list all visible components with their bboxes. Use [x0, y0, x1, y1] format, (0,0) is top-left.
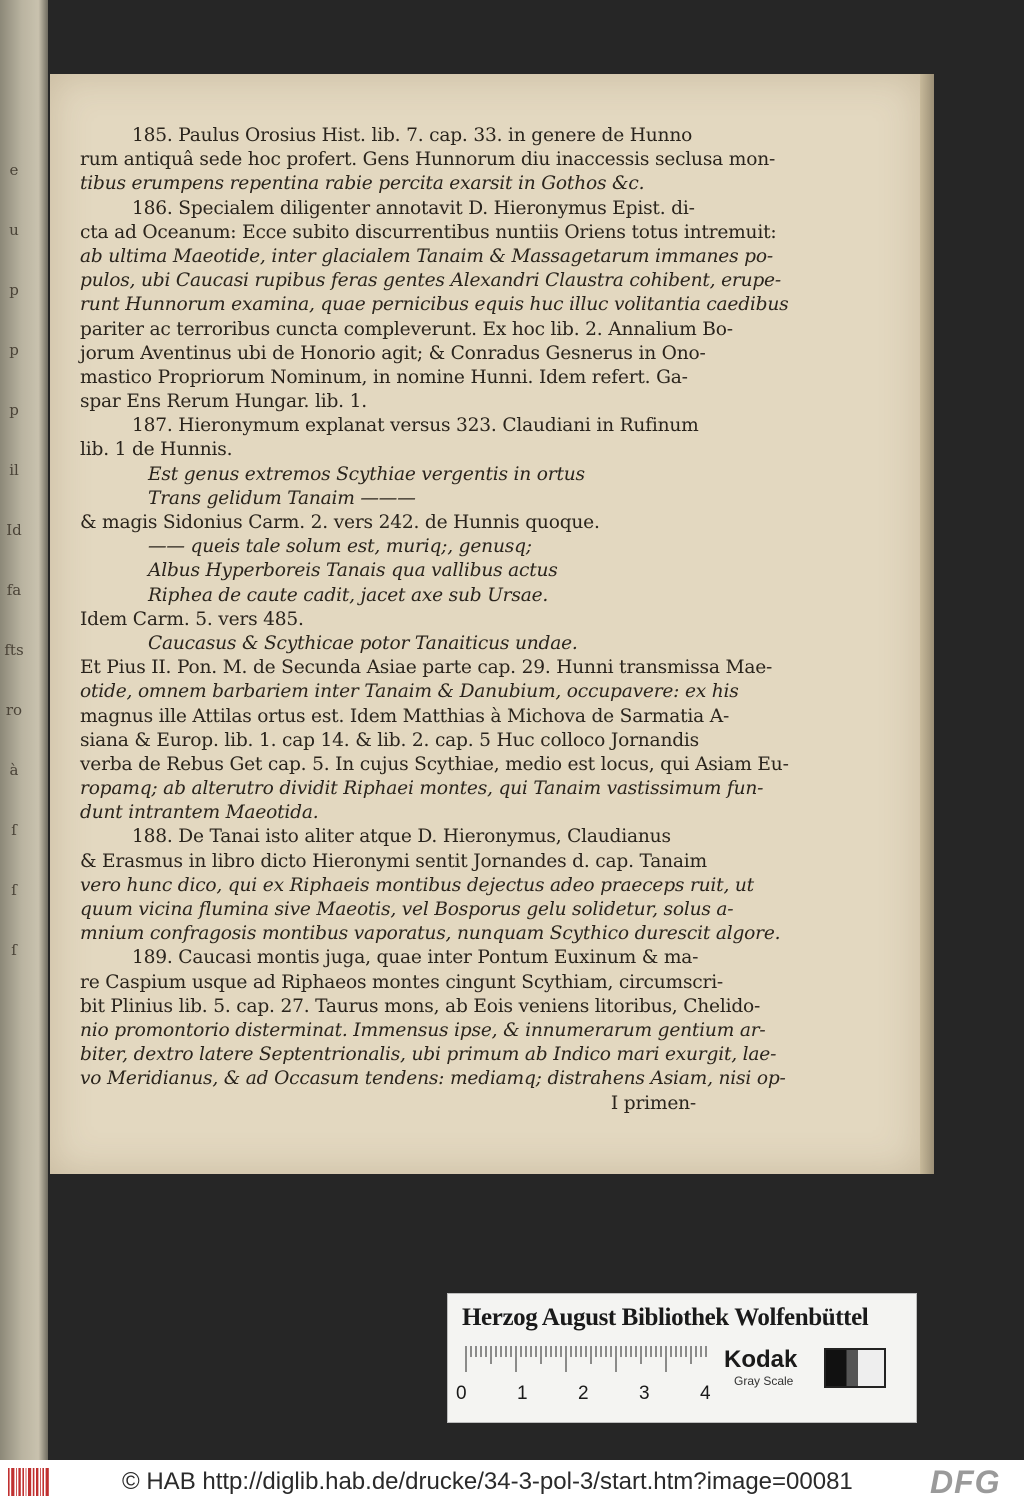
text-line: rum antiquâ sede hoc profert. Gens Hunnorum diu inaccessis seclusa mon- [80, 149, 776, 171]
text-line: biter, dextro latere Septentrionalis, ubi primum ab Indico mari exurgit, lae- [80, 1044, 777, 1066]
page-edge [920, 74, 934, 1174]
copyright-url[interactable]: © HAB http://diglib.hab.de/drucke/34-3-pol-3/start.htm?image=00081 [122, 1468, 853, 1495]
text-line: vero hunc dico, qui ex Riphaeis montibus dejectus adeo praeceps ruit, ut [80, 874, 754, 896]
spine-letter: p [9, 401, 19, 419]
ruler-number: 4 [700, 1383, 711, 1404]
text-line: jorum Aventinus ubi de Honorio agit; & Conradus Gesnerus in Ono- [80, 342, 706, 364]
text-line: & magis Sidonius Carm. 2. vers 242. de Hunnis quoque. [80, 512, 600, 533]
ruler-number: 2 [578, 1383, 589, 1404]
text-line: re Caspium usque ad Riphaeos montes cingunt Scythiam, circumscri- [80, 971, 724, 993]
spine-letter: e [9, 161, 19, 179]
text-line: vo Meridianus, & ad Occasum tendens: mediamq; distrahens Asiam, nisi op- [80, 1068, 786, 1090]
text-line: tibus erumpens repentina rabie percita exarsit in Gothos &c. [80, 173, 645, 195]
text-line: ropamq; ab alterutro dividit Riphaei montes, qui Tanaim vastissimum fun- [80, 778, 764, 800]
text-line: Trans gelidum Tanaim ——— [148, 487, 416, 509]
ruler-scale [462, 1346, 717, 1376]
text-line: bit Plinius lib. 5. cap. 27. Taurus mons, ab Eois veniens litoribus, Chelido- [80, 995, 761, 1017]
text-line: pulos, ubi Caucasi rupibus feras gentes Alexandri Claustra cohibent, erupe- [80, 270, 781, 292]
text-line: verba de Rebus Get cap. 5. In cujus Scythiae, medio est locus, qui Asiam Eu- [80, 753, 789, 775]
spine-letter: ſ [11, 941, 17, 959]
spine-letter: à [9, 761, 19, 779]
text-line: I primen- [610, 1092, 696, 1114]
facing-page-letters [0, 140, 28, 980]
spine-letter: ſ [11, 881, 17, 899]
text-line: —— queis tale solum est, muriq;, genusq; [148, 536, 532, 558]
color-calibration-card [447, 1293, 917, 1423]
kodak-logo: Kodak [724, 1346, 798, 1373]
text-line: dunt intrantem Maeotida. [80, 802, 319, 824]
text-line: 189. Caucasi montis juga, quae inter Pontum Euxinum & ma- [132, 947, 699, 969]
spine-letter: fa [6, 581, 22, 599]
hab-barcode-icon [6, 1466, 50, 1498]
text-line: Caucasus & Scythicae potor Tanaiticus undae. [148, 632, 578, 654]
text-line: Est genus extremos Scythiae vergentis in ortus [148, 463, 585, 485]
spine-letter: u [9, 221, 19, 239]
dfg-logo: DFG [930, 1464, 1001, 1500]
footer-bar [0, 1460, 1024, 1504]
ruler-number: 1 [517, 1383, 528, 1404]
spine-letter: Id [6, 521, 22, 539]
spine-letter: ſ [11, 821, 17, 839]
text-line: & Erasmus in libro dicto Hieronymi sentit Jornandes d. cap. Tanaim [80, 850, 707, 872]
text-line: mastico Propriorum Nominum, in nomine Hunni. Idem refert. Ga- [80, 366, 688, 388]
text-line: cta ad Oceanum: Ecce subito discurrentibus nuntiis Oriens totus intremuit: [80, 221, 777, 243]
text-line: 186. Specialem diligenter annotavit D. Hieronymus Epist. di- [132, 197, 695, 219]
text-line: pariter ac terroribus cuncta compleverunt. Ex hoc lib. 2. Annalium Bo- [80, 318, 733, 340]
gray-patch [824, 1348, 886, 1388]
text-line: nio promontorio disterminat. Immensus ipse, & innumerarum gentium ar- [80, 1019, 766, 1041]
spine-letter: fts [4, 641, 24, 659]
text-line: spar Ens Rerum Hungar. lib. 1. [80, 391, 367, 413]
text-line: 185. Paulus Orosius Hist. lib. 7. cap. 33. in genere de Hunno [132, 125, 693, 146]
text-line: Et Pius II. Pon. M. de Secunda Asiae parte cap. 29. Hunni transmissa Mae- [80, 657, 773, 679]
page-text [80, 124, 789, 1116]
facing-page-spine [0, 0, 48, 1460]
text-line: ab ultima Maeotide, inter glacialem Tanaim & Massagetarum immanes po- [80, 245, 773, 267]
ruler-number: 0 [456, 1383, 467, 1404]
text-line: otide, omnem barbariem inter Tanaim & Danubium, occupavere: ex his [80, 681, 739, 703]
ruler-number: 3 [639, 1383, 650, 1404]
gray-scale-label: Gray Scale [734, 1374, 794, 1388]
spine-letter: p [9, 281, 19, 299]
text-line: 188. De Tanai isto aliter atque D. Hieronymus, Claudianus [132, 826, 671, 848]
text-line: Albus Hyperboreis Tanais qua vallibus actus [148, 560, 558, 582]
spine-letter: p [9, 341, 19, 359]
text-line: lib. 1 de Hunnis. [80, 439, 233, 461]
text-line: runt Hunnorum examina, quae pernicibus equis huc illuc volitantia caedibus [80, 294, 789, 316]
spine-letter: il [9, 461, 19, 479]
text-line: quum vicina flumina sive Maeotis, vel Bosporus gelu solidetur, solus a- [80, 899, 734, 920]
spine-letter: ro [5, 701, 23, 719]
text-line: magnus ille Attilas ortus est. Idem Matthias à Michova de Sarmatia A- [80, 705, 730, 727]
text-line: Riphea de caute cadit, jacet axe sub Ursae. [148, 584, 549, 606]
library-name: Herzog August Bibliothek Wolfenbüttel [462, 1304, 869, 1331]
text-line: siana & Europ. lib. 1. cap 14. & lib. 2. cap. 5 Huc colloco Jornandis [80, 729, 700, 751]
text-line: 187. Hieronymum explanat versus 323. Claudiani in Rufinum [132, 415, 699, 437]
text-line: Idem Carm. 5. vers 485. [80, 608, 304, 630]
text-line: mnium confragosis montibus vaporatus, nunquam Scythico durescit algore. [80, 923, 781, 945]
